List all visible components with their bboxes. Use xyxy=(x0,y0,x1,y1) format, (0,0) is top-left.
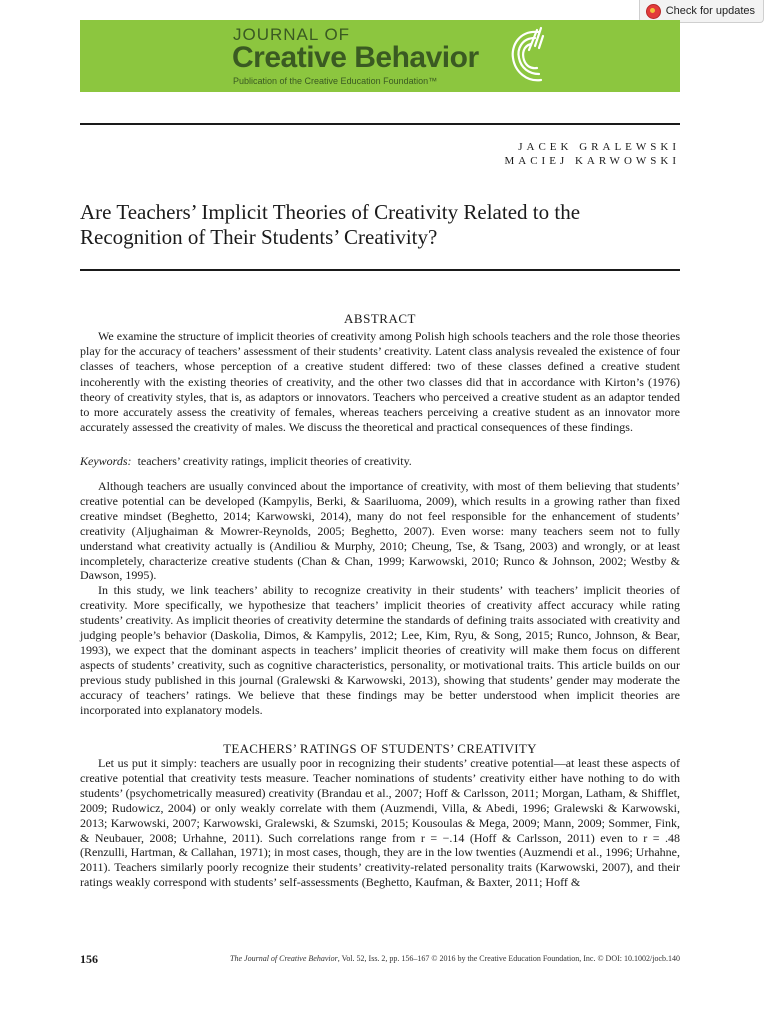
section-body xyxy=(80,756,680,890)
crossmark-icon xyxy=(646,4,661,19)
abstract-heading: ABSTRACT xyxy=(344,311,416,326)
journal-logo-icon xyxy=(505,24,545,88)
body-paragraph: In this study, we link teachers’ ability to recognize creativity in their students’ with teachers’ implicit theories of creativity. More specifically, we hypothesize that teachers’ implicit theories of creativity affect accuracy while rating students’ creativity. As implicit theories of creativity determine the standards of defining traits associated with creativity and judging people’s behavior (Daskolia, Dimos, & Kampylis, 2012; Lee, Kim, Ryu, & Song, 2015; Runco, Johnson, & Bear, 1993), we expect that the dominant aspects in teachers’ implicit theories of creativity will make them focus on different aspects of students’ creativity, such as cognitive characteristics, personality, or motivational traits. This article builds on our previous study published in this journal (Gralewski & Karwowski, 2013), showing that students’ gender may moderate the accuracy of teachers’ ratings. We believe that these findings may be better understood when implicit theories are incorporated into explanatory models. xyxy=(80,583,680,717)
keywords-text: teachers’ creativity ratings, implicit theories of creativity. xyxy=(137,454,412,468)
footer-journal-name: The Journal of Creative Behavior xyxy=(230,954,338,963)
journal-banner xyxy=(80,20,680,92)
footer-citation-text: , Vol. 52, Iss. 2, pp. 156–167 © 2016 by the Creative Education Foundation, Inc. © DOI: 10.1002/jocb.140 xyxy=(337,954,680,963)
check-for-updates-label: Check for updates xyxy=(665,5,755,17)
section-heading: TEACHERS’ RATINGS OF STUDENTS’ CREATIVITY xyxy=(223,741,537,756)
journal-banner-tagline: Publication of the Creative Education Foundation™ xyxy=(233,76,438,86)
page-number: 156 xyxy=(80,952,98,966)
abstract-text: We examine the structure of implicit theories of creativity among Polish high schools teachers and the role those theories play for the accuracy of teachers’ assessment of their students’ creativity. Latent class analysis revealed the existence of four classes of teachers, whose perception of a creative student differed: two of these classes defined a creative student incoherently with the existing theories of creativity, and the other two classes did that in accordance with Kirton’s (1976) theory of creativity styles, that is, as adaptors or innovators. Teachers who perceived a creative student as an adaptor tended to more accurately assess the creativity of females, whereas teachers perceiving a creative student as an innovator more accurately assessed the creativity of males. We discuss the theoretical and practical consequences of these findings. xyxy=(80,329,680,435)
article-title: Are Teachers’ Implicit Theories of Creativity Related to the Recognition of Their Students’ Creativity? xyxy=(80,200,581,249)
keywords-label: Keywords: xyxy=(80,454,132,468)
author-name: JACEK GRALEWSKI xyxy=(518,141,680,153)
author-name: MACIEJ KARWOWSKI xyxy=(504,155,680,167)
journal-banner-line1: JOURNAL OF xyxy=(233,25,351,44)
top-rule xyxy=(80,123,680,125)
body-paragraph: Let us put it simply: teachers are usually poor in recognizing their students’ creative potential—at least these aspects of creative potential that creativity tests measure. Teacher nominations of students’ creativity either have nothing to do with students’ (psychometrically measured) creativity (Brandau et al., 2007; Hoff & Carlsson, 2011; Morgan, Latham, & Shifflet, 2009; Rudowicz, 2004) or only weakly correlate with them (Auzmendi, Villa, & Abedi, 1996; Gralewski & Karwowski, 2013; Karwowski, 2007; Karwowski, Gralewski, & Szumski, 2015; Kousoulas & Mega, 2009; Mann, 2009; Sommer, Fink, & Neubauer, 2008; Urhahne, 2011). Such correlations range from r = −.14 (Hoff & Carlsson, 2011) even to r = .48 (Renzulli, Hartman, & Callahan, 1971); in most cases, though, they are in the low twenties (Auzmendi et al., 1996; Urhahne, 2011). Teachers similarly poorly recognize their students’ creativity-related personality traits (Karwowski, 2007), and their ratings weakly correspond with students’ self-assessments (Beghetto, Kaufman, & Baxter, 2011; Hoff & xyxy=(80,756,680,890)
title-rule xyxy=(80,269,680,271)
author-list xyxy=(504,140,680,168)
intro-body xyxy=(80,479,680,718)
journal-banner-title: Creative Behavior xyxy=(232,41,479,74)
footer-citation xyxy=(230,954,680,963)
keywords xyxy=(80,454,680,469)
body-paragraph: Although teachers are usually convinced about the importance of creativity, with most of them believing that students’ creative potential can be developed (Kampylis, Berki, & Saariluoma, 2009), which results in a growing rather than fixed creative mindset (Beghetto, 2014; Karwowski, 2014), many do not feel responsible for the enhancement of students’ creativity (Aljughaiman & Mowrer-Reynolds, 2005; Beghetto, 2007). Even worse: many teachers seem not to fully understand what creativity actually is (Andiliou & Murphy, 2010; Cheung, Tse, & Tsang, 2003) and wrongly, or at least incompletely, characterize creative students (Chan & Chan, 1999; Karwowski, 2010; Runco & Johnson, 2002; Westby & Dawson, 1995). xyxy=(80,479,680,583)
